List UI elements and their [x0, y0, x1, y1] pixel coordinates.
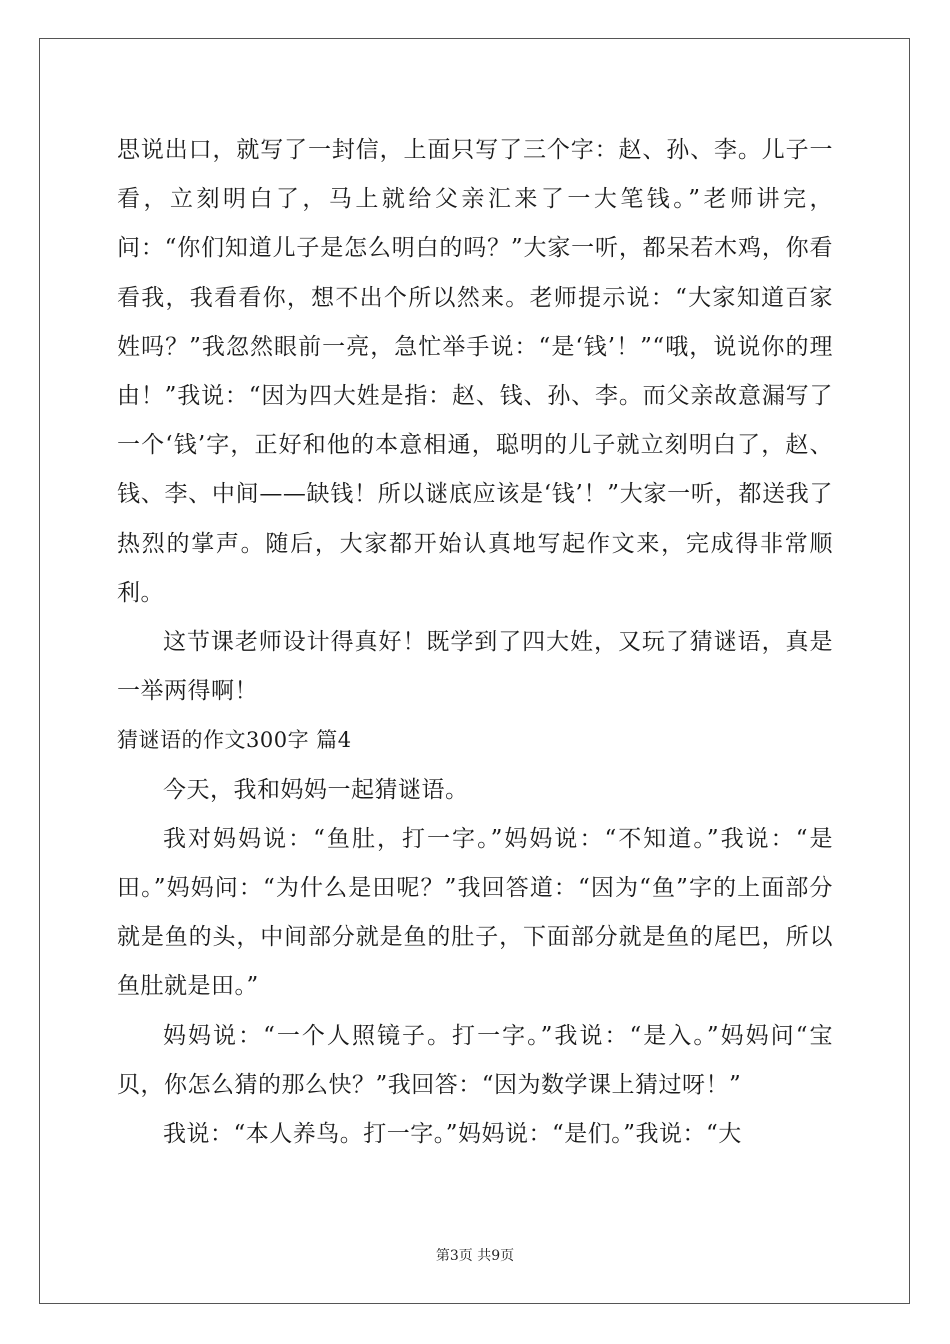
paragraph-riddle-mirror: 妈妈说：“一个人照镜子。打一字。”我说：“是入。”妈妈问“宝贝，你怎么猜的那么快？”我回答：“因为数学课上猜过呀！”	[117, 1022, 833, 1098]
paragraph-intro: 今天，我和妈妈一起猜谜语。	[163, 776, 469, 803]
paragraph-conclusion: 这节课老师设计得真好！既学到了四大姓，又玩了猜谜语，真是一举两得啊！	[117, 629, 833, 705]
page-number-footer: 第3页 共9页	[435, 1248, 515, 1264]
document-body	[117, 126, 833, 1159]
paragraph-continued-story: 思说出口，就写了一封信，上面只写了三个字：赵、孙、李。儿子一看，立刻明白了，马上就给父亲汇来了一大笔钱。”老师讲完，问：“你们知道儿子是怎么明白的吗？”大家一听，都呆若木鸡，你看看我，我看看你，想不出个所以然来。老师提示说：“大家知道百家姓吗？”我忽然眼前一亮，急忙举手说：“是‘钱’！”“哦，说说你的理由！”我说：“因为四大姓是指：赵、钱、孙、李。而父亲故意漏写了一个‘钱’字，正好和他的本意相通，聪明的儿子就立刻明白了，赵、钱、李、中间——缺钱！所以谜底应该是‘钱’！”大家一听，都送我了热烈的掌声。随后，大家都开始认真地写起作文来，完成得非常顺利。	[117, 137, 833, 606]
paragraph-riddle-bird: 我说：“本人养鸟。打一字。”妈妈说：“是们。”我说：“大	[163, 1121, 742, 1148]
section-heading: 猜谜语的作文300字 篇4	[117, 728, 352, 753]
paragraph-riddle-fish: 我对妈妈说：“鱼肚，打一字。”妈妈说：“不知道。”我说：“是田。”妈妈问：“为什么是田呢？”我回答道：“因为“鱼”字的上面部分就是鱼的头，中间部分就是鱼的肚子，下面部分就是鱼的尾巴，所以鱼肚就是田。”	[117, 825, 833, 1000]
